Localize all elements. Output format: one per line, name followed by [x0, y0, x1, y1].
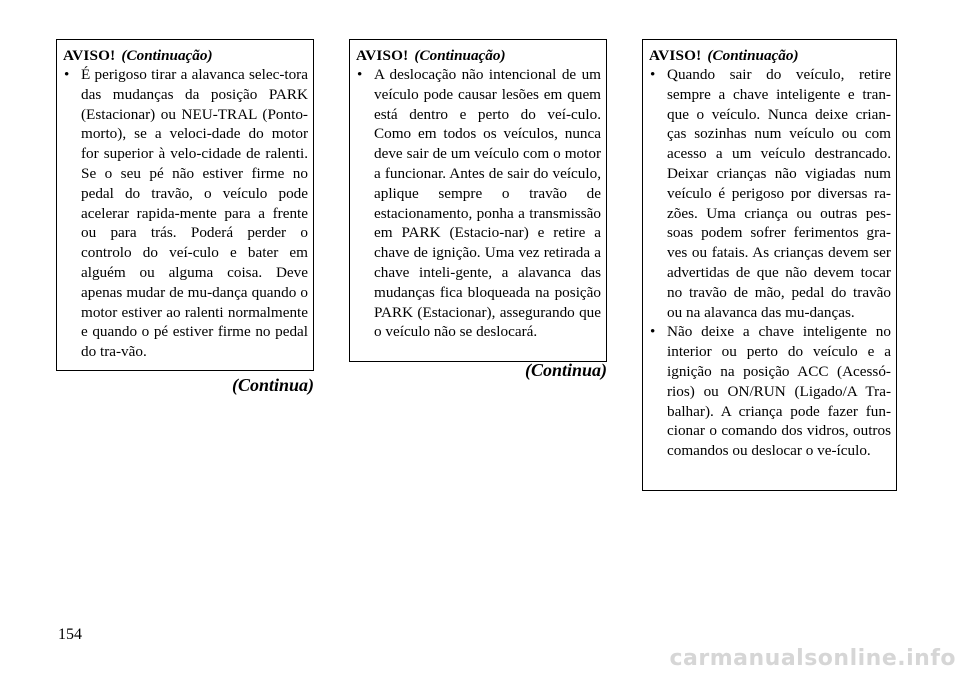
- warning-header: [649, 46, 891, 65]
- warning-bullet: • A deslocação não intencional de um veículo pode causar lesões em quem está dentro e perto do veí-culo. Como em todos os veículos, nunca deve sair de um veículo com o motor a funcionar. Antes de sair do veículo, aplique sempre o travão de estacionamento, ponha a transmissão em PARK (Estacio-nar) e retire a chave de ignição. Uma vez retirada a chave inteli-gente, a alavanca das mudanças fica bloqueada na posição PARK (Estacionar), assegurando que o veículo não se deslocará.: [356, 65, 601, 342]
- continued-label: (Continua): [524, 360, 607, 380]
- warning-bullet-list: [356, 65, 601, 342]
- warning-bullet: • É perigoso tirar a alavanca selec-tora das mudanças da posição PARK (Estacionar) ou NEU-TRAL (Ponto-morto), se a veloci-dade do motor for superior à velo-cidade de ralenti. Se o seu pé não estiver firme no pedal do travão, o veículo pode acelerar rapida-mente para a frente ou para trás. Poderá perder o controlo do veí-culo e bater em alguém ou alguma coisa. Deve apenas mudar de mu-dança quando o motor estiver ao ralenti normalmente e quando o pé estiver firme no pedal do tra-vão.: [63, 65, 308, 362]
- warning-title: AVISO!: [356, 47, 409, 64]
- continuation-label: (Continuação): [707, 47, 799, 64]
- warning-title: AVISO!: [649, 47, 702, 64]
- continuation-label: (Continuação): [414, 47, 506, 64]
- warning-header: [356, 46, 601, 65]
- continuation-label: (Continuação): [121, 47, 213, 64]
- warning-bullet-list: [63, 65, 308, 362]
- warning-box-3: [642, 39, 897, 491]
- warning-box-2: [349, 39, 607, 362]
- continued-label: (Continua): [231, 375, 314, 395]
- warning-bullet-list: [649, 65, 891, 461]
- warning-bullet: • Quando sair do veículo, retire sempre a chave inteligente e tran-que o veículo. Nunca deixe crian-ças sozinhas num veículo ou com acesso a um veículo destrancado. Deixar crianças não vigiadas num veículo é perigoso por diversas ra-zões. Uma criança ou outras pes-soas podem sofrer ferimentos gra-ves ou fatais. As crianças devem ser advertidas de que não devem tocar no travão de mão, pedal do travão ou na alavanca das mu-danças.: [649, 65, 891, 322]
- watermark-text: carmanualsonline.info: [669, 646, 956, 671]
- warning-bullet: • Não deixe a chave inteligente no interior ou perto do veículo e a ignição na posição ACC (Acessó-rios) ou ON/RUN (Ligado/A Tra-balhar). A criança pode fazer fun-cionar o comando dos vidros, outros comandos ou deslocar o ve-ículo.: [649, 322, 891, 461]
- warning-box-1: [56, 39, 314, 371]
- page-number: 154: [58, 626, 82, 643]
- warning-title: AVISO!: [63, 47, 116, 64]
- warning-header: [63, 46, 308, 65]
